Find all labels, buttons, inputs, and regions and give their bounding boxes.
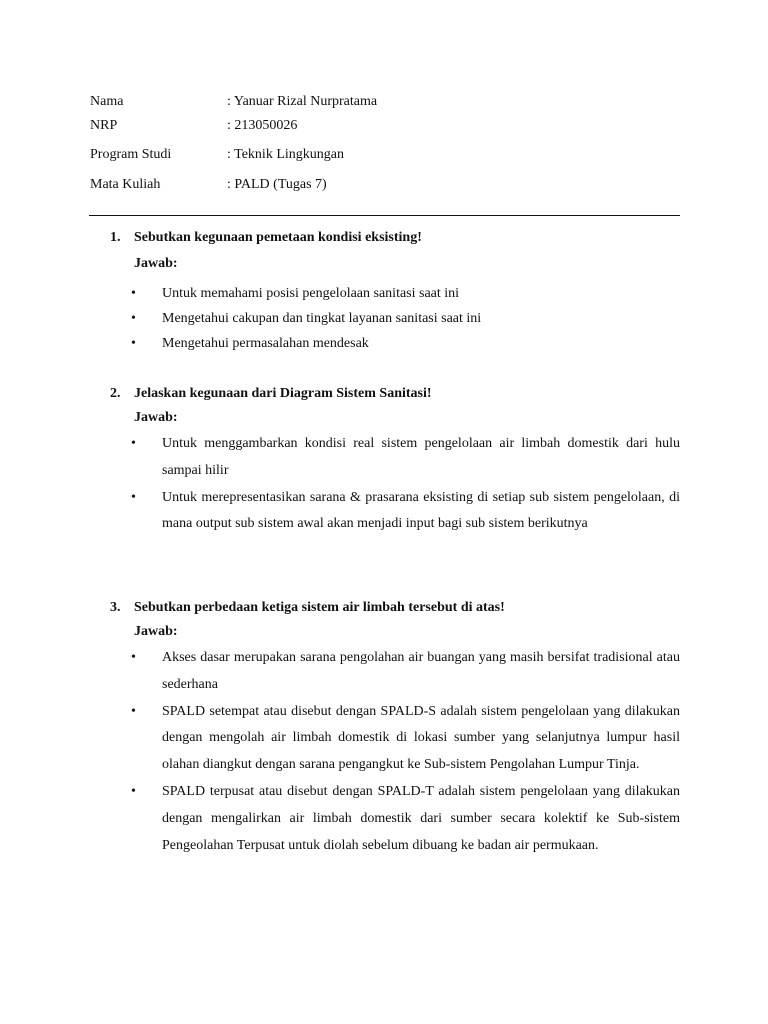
answer-text: Akses dasar merupakan sarana pengolahan air buangan yang masih bersifat tradisional atau sederhana: [162, 650, 680, 692]
list-item: [110, 699, 680, 779]
bullet-marker: •: [131, 436, 136, 451]
question-3: [110, 597, 680, 859]
question-number: 3.: [110, 600, 121, 615]
question-1: [110, 227, 680, 356]
field-label: Mata Kuliah: [90, 177, 161, 192]
answer-text: Untuk menggambarkan kondisi real sistem pengelolaan air limbah domestik dari hulu sampai hilir: [162, 436, 680, 478]
question-2: [110, 383, 680, 538]
answer-label: Jawab:: [134, 256, 178, 271]
student-info-header: [90, 92, 680, 192]
field-label: NRP: [90, 118, 118, 133]
answer-label: Jawab:: [134, 410, 178, 425]
question-title: [110, 227, 680, 249]
answer-label: Jawab:: [134, 624, 178, 639]
list-item: [110, 431, 680, 485]
field-value: : Yanuar Rizal Nurpratama: [227, 94, 378, 109]
question-title: [110, 383, 680, 405]
answer-text: Untuk memahami posisi pengelolaan sanitasi saat ini: [162, 286, 460, 301]
bullet-marker: •: [131, 489, 136, 505]
list-item: [110, 485, 680, 539]
bullet-marker: •: [131, 311, 136, 326]
question-text: Jelaskan kegunaan dari Diagram Sistem Sanitasi!: [134, 386, 432, 401]
bullet-marker: •: [131, 286, 136, 301]
field-label: Nama: [90, 94, 124, 109]
answer-text: SPALD setempat atau disebut dengan SPALD-S adalah sistem pengelolaan yang dilakukan dengan mengolah air limbah domestik di lokasi sumber yang selanjutnya lumpur hasil olahan diangkut dengan sarana pengangkut ke Sub-sistem Pengolahan Lumpur Tinja.: [162, 703, 680, 773]
answer-list: [110, 281, 680, 356]
answer-text: Mengetahui cakupan dan tingkat layanan sanitasi saat ini: [162, 311, 482, 326]
list-item: [110, 281, 680, 306]
field-value: : PALD (Tugas 7): [227, 177, 327, 192]
bullet-marker: •: [131, 650, 136, 665]
question-text: Sebutkan kegunaan pemetaan kondisi eksisting!: [134, 230, 422, 245]
question-number: 1.: [110, 230, 121, 245]
question-number: 2.: [110, 386, 121, 401]
header-divider: [89, 215, 680, 216]
bullet-marker: •: [131, 783, 136, 799]
answer-text: Mengetahui permasalahan mendesak: [162, 336, 369, 351]
field-value: : 213050026: [227, 118, 298, 133]
answer-text: SPALD terpusat atau disebut dengan SPALD-T adalah sistem pengelolaan yang dilakukan dengan mengalirkan air limbah domestik dari sumber secara kolektif ke Sub-sistem Pengeolahan Terpusat untuk diolah sebelum dibuang ke badan air permukaan.: [162, 783, 680, 853]
answer-list: [110, 645, 680, 859]
question-title: [110, 597, 680, 619]
question-text: Sebutkan perbedaan ketiga sistem air limbah tersebut di atas!: [134, 600, 505, 615]
list-item: [110, 331, 680, 356]
field-value: : Teknik Lingkungan: [227, 147, 344, 162]
list-item: [110, 306, 680, 331]
list-item: [110, 645, 680, 699]
bullet-marker: •: [131, 703, 136, 719]
answer-text: Untuk merepresentasikan sarana & prasarana eksisting di setiap sub sistem pengelolaan, di mana output sub sistem awal akan menjadi input bagi sub sistem berikutnya: [162, 489, 680, 532]
field-nama: [90, 92, 680, 112]
bullet-marker: •: [131, 336, 136, 351]
field-label: Program Studi: [90, 147, 172, 162]
answer-list: [110, 431, 680, 538]
list-item: [110, 779, 680, 859]
